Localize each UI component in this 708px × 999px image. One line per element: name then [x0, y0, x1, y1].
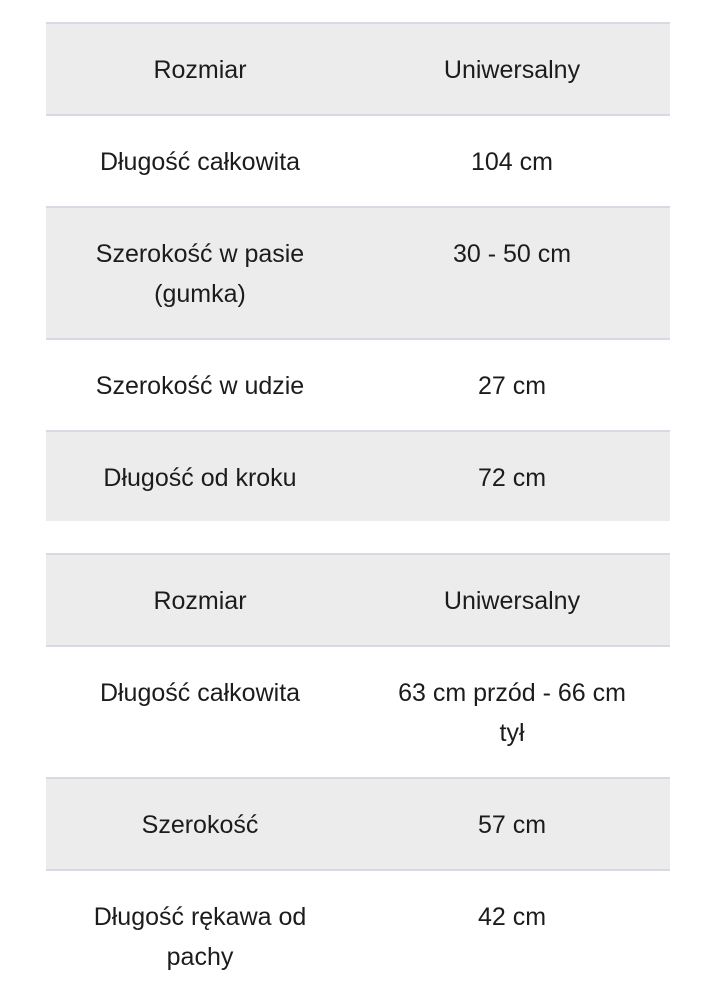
- table-row-total-length: [46, 646, 670, 778]
- table-row-sleeve-length: [46, 870, 670, 977]
- row-label: Rozmiar: [46, 554, 354, 646]
- row-value: 63 cm przód - 66 cm tył: [354, 646, 670, 778]
- table-row-waist-width: [46, 207, 670, 339]
- row-value: 42 cm: [354, 870, 670, 977]
- table-row-width: [46, 778, 670, 870]
- row-value: 30 - 50 cm: [354, 207, 670, 339]
- row-label: Długość całkowita: [46, 646, 354, 778]
- row-value: 104 cm: [354, 115, 670, 207]
- row-label: Długość całkowita: [46, 115, 354, 207]
- row-value: 27 cm: [354, 339, 670, 431]
- row-label: Rozmiar: [46, 23, 354, 115]
- table-row-size: [46, 554, 670, 646]
- row-label: Szerokość w pasie (gumka): [46, 207, 354, 339]
- table-row-inseam: [46, 431, 670, 521]
- table-row-size: [46, 23, 670, 115]
- row-label: Długość od kroku: [46, 431, 354, 521]
- row-value: 72 cm: [354, 431, 670, 521]
- table-row-total-length: [46, 115, 670, 207]
- row-label: Szerokość w udzie: [46, 339, 354, 431]
- row-label: Szerokość: [46, 778, 354, 870]
- row-value: 57 cm: [354, 778, 670, 870]
- row-value: Uniwersalny: [354, 554, 670, 646]
- size-table-pants: [46, 22, 670, 521]
- size-table-top: [46, 553, 670, 977]
- row-label: Długość rękawa od pachy: [46, 870, 354, 977]
- row-value: Uniwersalny: [354, 23, 670, 115]
- table-row-thigh-width: [46, 339, 670, 431]
